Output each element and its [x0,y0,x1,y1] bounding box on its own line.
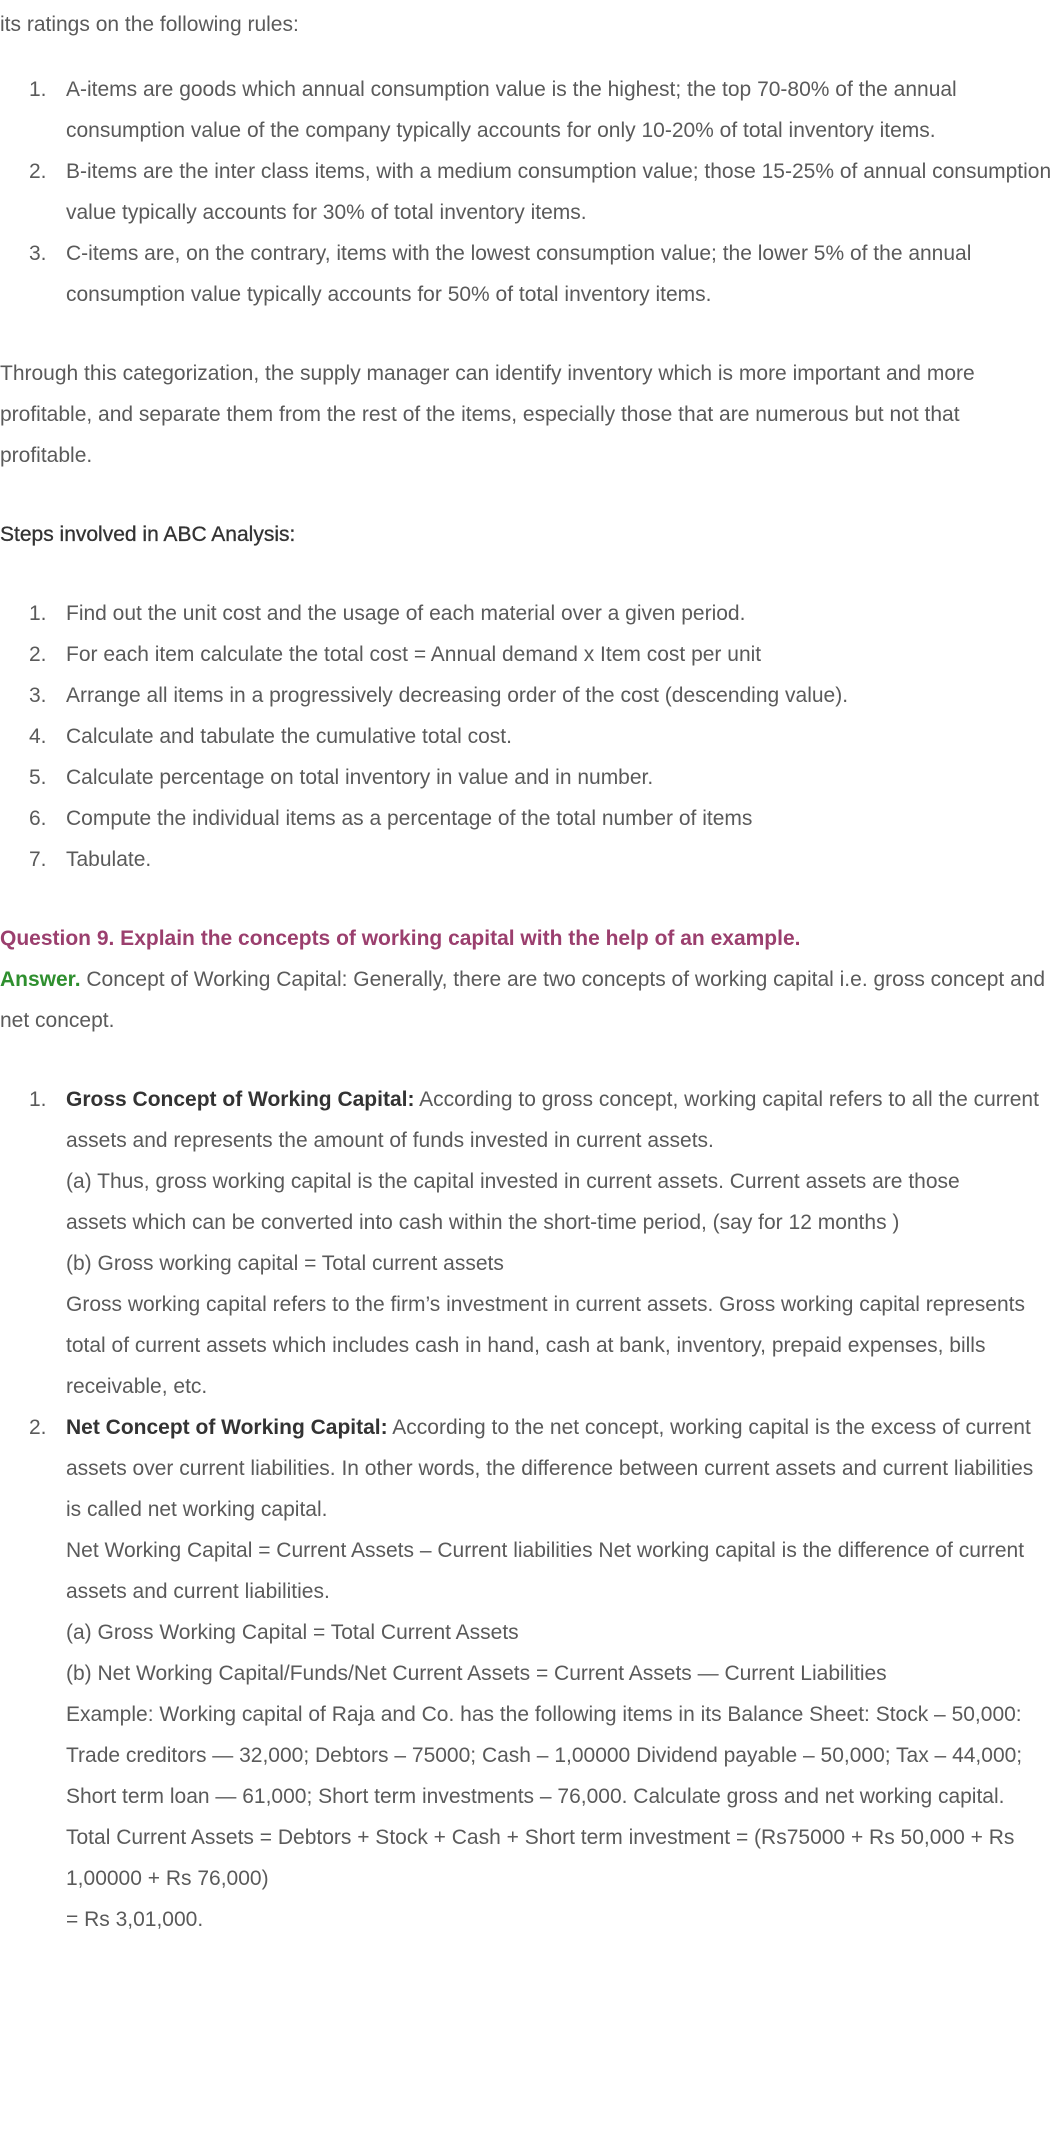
list-item: 3. C-items are, on the contrary, items with the lowest consumption value; the lower 5% of the annual consumption value typically accounts for 50% of total inventory items. [29,242,972,306]
categorization-paragraph: Through this categorization, the supply manager can identify inventory which is more important and more profitable, and separate them from the rest of the items, especially those that are numerous but not that profitable. [0,362,975,467]
abc-rules-list [0,69,1054,315]
list-item-net-concept: 2. Net Concept of Working Capital: According to the net concept, working capital is the excess of current assets over current liabilities. In other words, the difference between current assets and current liabilities is called net working capital. Net Working Capital = Current Assets – Current liabilities Net working capital is the difference of current assets and current liabilities. (a) Gross Working Capital = Total Current Assets (b) Net Working Capital/Funds/Net Current Assets = Current Assets — Current Liabilities Example: Working capital of Raja and Co. has the following items in its Balance Sheet: Stock – 50,000: Trade creditors — 32,000; Debtors – 75000; Cash – 1,00000 Dividend payable – 50,000; Tax – 44,000; Short term loan — 61,000; Short term investments – 76,000. Calculate gross and net working capital. Total Current Assets = Debtors + Stock + Cash + Short term investment = (Rs75000 + Rs 50,000 + Rs 1,00000 + Rs 76,000) = Rs 3,01,000. [29,1416,1034,1931]
list-item: 4. Calculate and tabulate the cumulative total cost. [29,725,512,748]
steps-heading: Steps involved in ABC Analysis: [0,523,296,546]
intro-text: its ratings on the following rules: [0,13,299,36]
term-label: Net Concept of Working Capital: [66,1416,388,1439]
steps-list [0,593,1054,880]
list-item: 6. Compute the individual items as a percentage of the total number of items [29,807,753,830]
term-label: Gross Concept of Working Capital: [66,1088,415,1111]
list-item: 7. Tabulate. [29,848,152,871]
list-item: 3. Arrange all items in a progressively decreasing order of the cost (descending value). [29,684,849,707]
list-item: 1. Find out the unit cost and the usage of each material over a given period. [29,602,746,625]
list-item: 5. Calculate percentage on total inventory in value and in number. [29,766,654,789]
question-heading: Question 9. Explain the concepts of working capital with the help of an example. [0,927,801,950]
list-item-gross-concept: 1. Gross Concept of Working Capital: According to gross concept, working capital refers to all the current assets and represents the amount of funds invested in current assets. (a) Thus, gross working capital is the capital invested in current assets. Current assets are those assets which can be converted into cash within the short-time period, (say for 12 months ) (b) Gross working capital = Total current assets Gross working capital refers to the firm’s investment in current assets. Gross working capital represents total of current assets which includes cash in hand, cash at bank, inventory, prepaid expenses, bills receivable, etc. [29,1088,1039,1398]
list-item: 2. B-items are the inter class items, with a medium consumption value; those 15-25% of annual consumption value typically accounts for 30% of total inventory items. [29,160,1052,224]
concepts-list [0,1079,1054,1940]
answer-label: Answer. [0,968,81,991]
list-item: 1. A-items are goods which annual consumption value is the highest; the top 70-80% of the annual consumption value of the company typically accounts for only 10-20% of total inventory items. [29,78,957,142]
answer-paragraph: Answer. Concept of Working Capital: Generally, there are two concepts of working capital i.e. gross concept and net concept. [0,968,1046,1032]
list-item: 2. For each item calculate the total cost = Annual demand x Item cost per unit [29,643,762,666]
